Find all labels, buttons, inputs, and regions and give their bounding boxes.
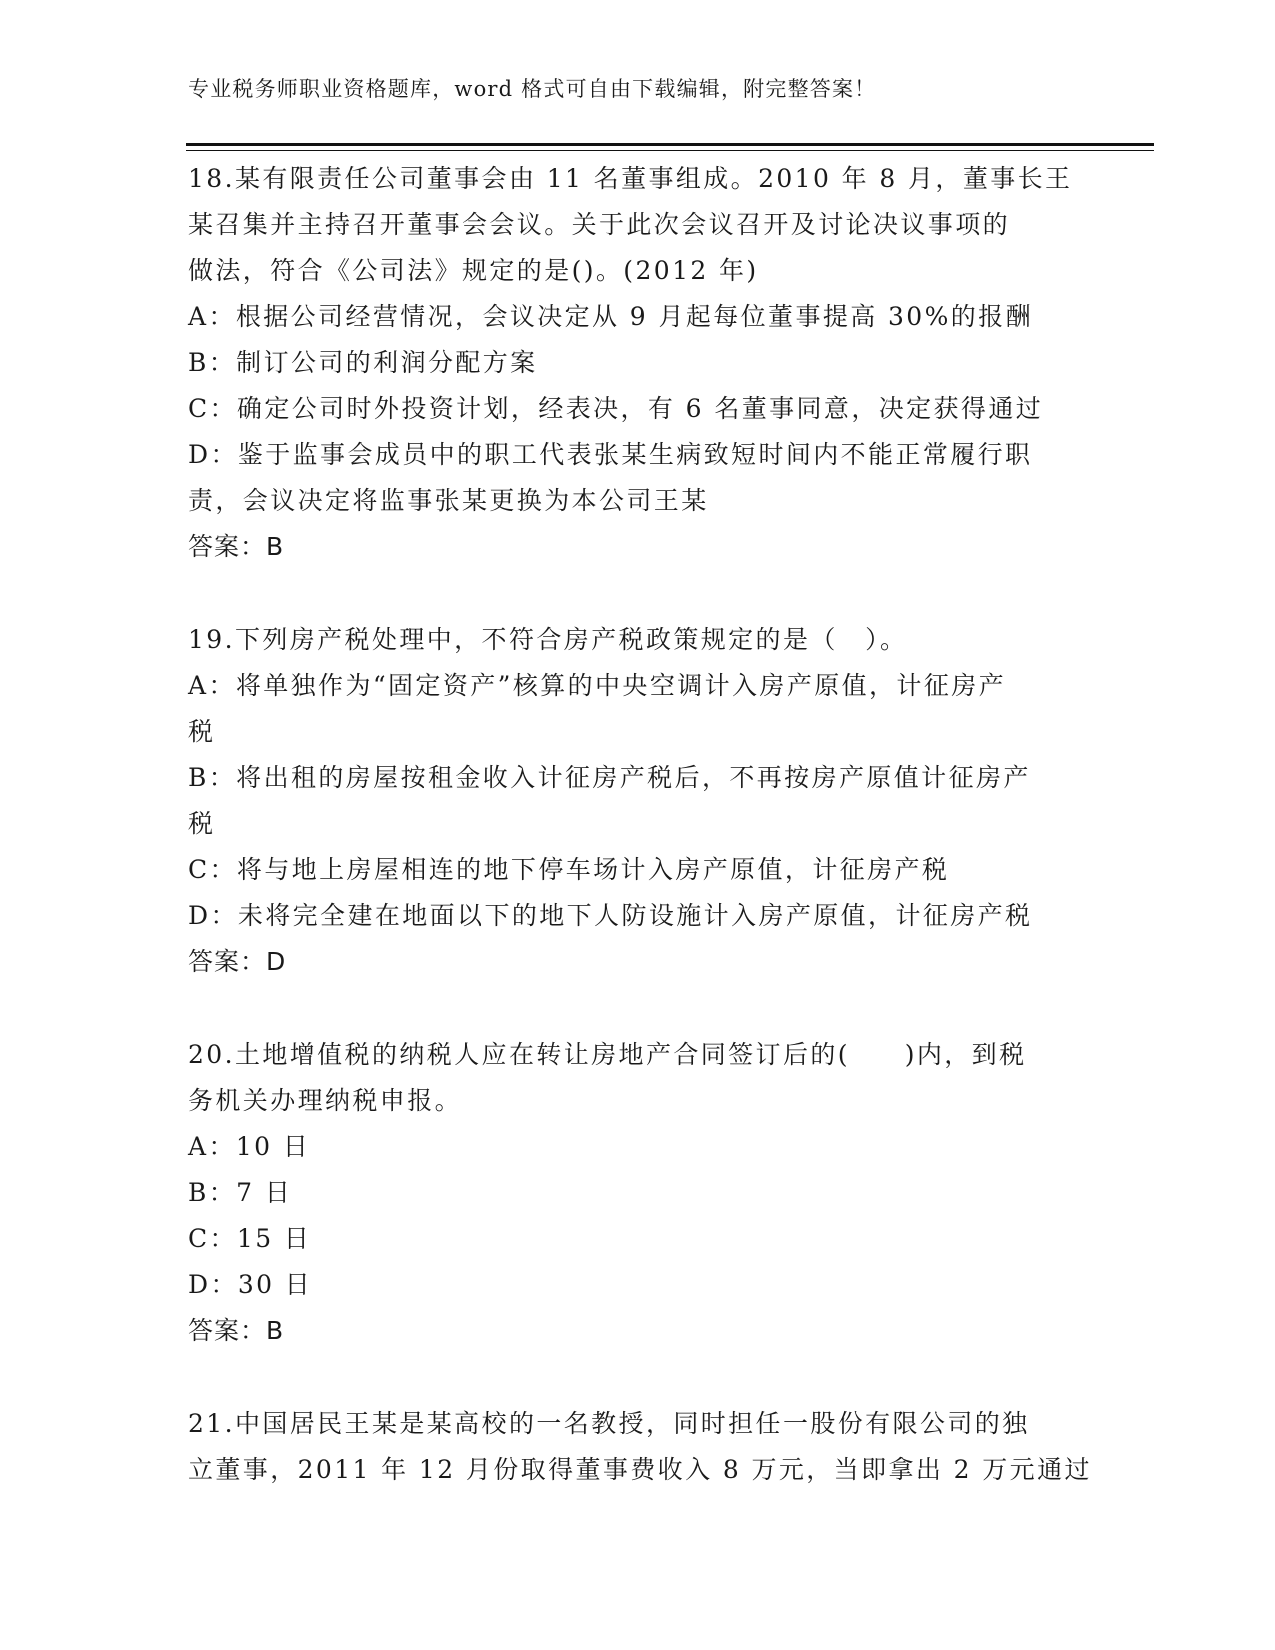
page-header: 专业税务师职业资格题库，word 格式可自由下载编辑，附完整答案！ xyxy=(188,77,877,101)
question-text-line: 某召集并主持召开董事会会议。关于此次会议召开及讨论决议事项的 xyxy=(188,210,1011,239)
option-b: B：7 日 xyxy=(188,1178,293,1207)
question-text-line: 务机关办理纳税申报。 xyxy=(188,1086,463,1115)
option-a: A：根据公司经营情况，会议决定从 9 月起每位董事提高 30%的报酬 xyxy=(188,302,1033,331)
option-b: B：制订公司的利润分配方案 xyxy=(188,348,538,377)
option-a-continued: 税 xyxy=(188,717,216,746)
option-c: C：将与地上房屋相连的地下停车场计入房产原值，计征房产税 xyxy=(188,855,950,884)
question-text-line: 19.下列房产税处理中，不符合房产税政策规定的是（ ）。 xyxy=(188,625,908,654)
option-d-continued: 责，会议决定将监事张某更换为本公司王某 xyxy=(188,486,709,515)
option-a: A：将单独作为“固定资产”核算的中央空调计入房产原值，计征房产 xyxy=(188,671,1007,700)
option-a: A：10 日 xyxy=(188,1132,311,1161)
header-rule-thin xyxy=(186,150,1154,151)
question-18 xyxy=(188,156,1088,570)
answer-label: 答案：B xyxy=(188,1316,285,1345)
answer-label: 答案：D xyxy=(188,947,287,976)
header-rule-thick xyxy=(186,143,1154,146)
option-b: B：将出租的房屋按租金收入计征房产税后，不再按房产原值计征房产 xyxy=(188,763,1031,792)
option-d: D：未将完全建在地面以下的地下人防设施计入房产原值，计征房产税 xyxy=(188,901,1033,930)
question-list xyxy=(188,156,1092,1493)
answer-label: 答案：B xyxy=(188,532,285,561)
option-b-continued: 税 xyxy=(188,809,216,838)
question-text-line: 21.中国居民王某是某高校的一名教授，同时担任一股份有限公司的独 xyxy=(188,1409,1030,1438)
question-text-line: 做法，符合《公司法》规定的是()。(2012 年) xyxy=(188,256,759,285)
question-19 xyxy=(188,617,1088,985)
question-text-line: 立董事，2011 年 12 月份取得董事费收入 8 万元，当即拿出 2 万元通过 xyxy=(188,1455,1092,1484)
option-c: C：确定公司时外投资计划，经表决，有 6 名董事同意，决定获得通过 xyxy=(188,394,1044,423)
option-d: D：30 日 xyxy=(188,1270,313,1299)
question-21 xyxy=(188,1401,1092,1493)
option-d: D：鉴于监事会成员中的职工代表张某生病致短时间内不能正常履行职 xyxy=(188,440,1033,469)
question-20 xyxy=(188,1032,1088,1354)
option-c: C：15 日 xyxy=(188,1224,312,1253)
question-text-line: 18.某有限责任公司董事会由 11 名董事组成。2010 年 8 月，董事长王 xyxy=(188,164,1073,193)
question-text-line: 20.土地增值税的纳税人应在转让房地产合同签订后的( )内，到税 xyxy=(188,1040,1027,1069)
